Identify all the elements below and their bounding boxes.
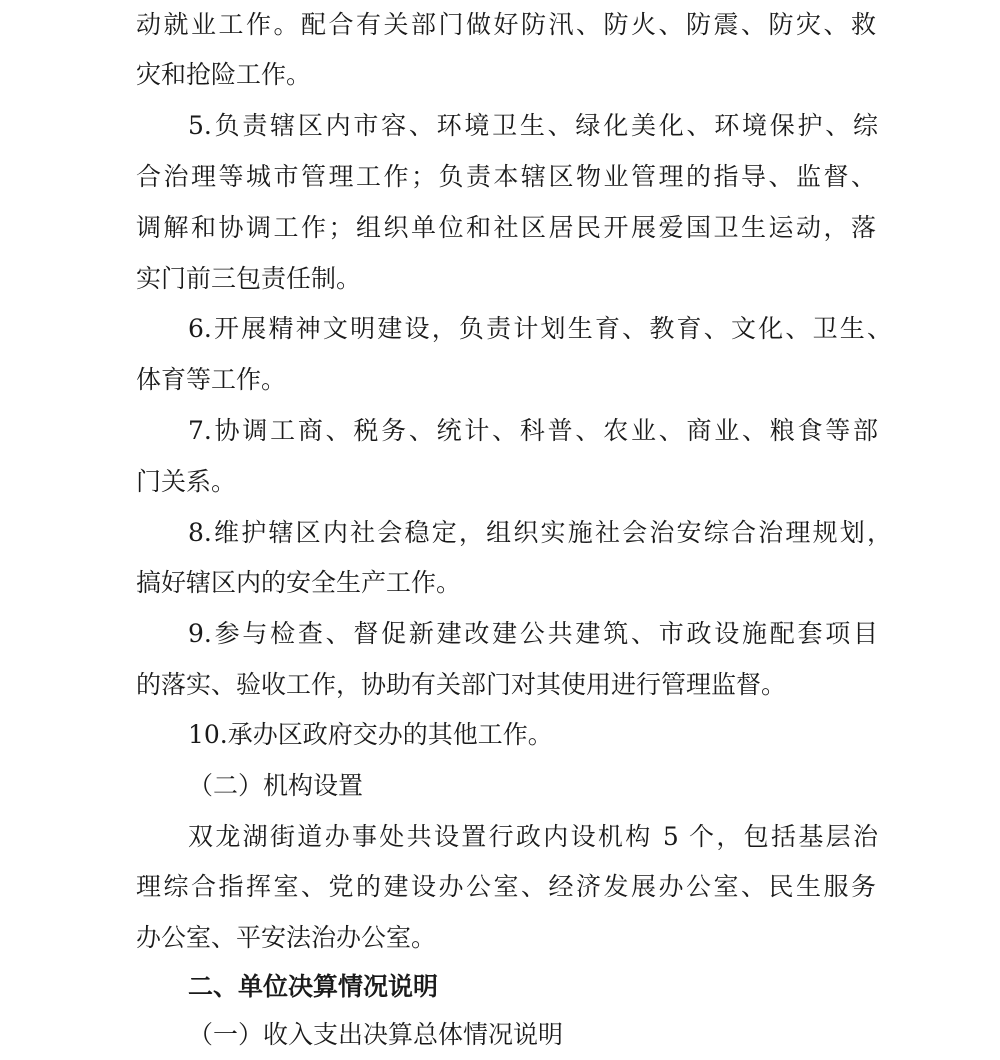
text-line: 调解和协调工作；组织单位和社区居民开展爱国卫生运动，落 (136, 213, 876, 242)
list-item-7: 7.协调工商、税务、统计、科普、农业、商业、粮食等部 (188, 416, 878, 445)
list-item-10: 10.承办区政府交办的其他工作。 (188, 720, 553, 749)
text-line: 理综合指挥室、党的建设办公室、经济发展办公室、民生服务 (136, 872, 876, 901)
text-line: 动就业工作。配合有关部门做好防汛、防火、防震、防灾、救 (136, 10, 876, 39)
section-heading-institution: （二）机构设置 (188, 771, 364, 800)
text-line: 实门前三包责任制。 (136, 264, 362, 293)
list-item-6: 6.开展精神文明建设，负责计划生育、教育、文化、卫生、 (188, 314, 892, 343)
text-line: 的落实、验收工作，协助有关部门对其使用进行管理监督。 (136, 670, 787, 699)
section-heading-settlement: 二、单位决算情况说明 (188, 972, 439, 1001)
text-line: 门关系。 (136, 467, 237, 496)
text-line: 搞好辖区内的安全生产工作。 (136, 568, 462, 597)
text-line: 合治理等城市管理工作；负责本辖区物业管理的指导、监督、 (136, 162, 876, 191)
list-item-9: 9.参与检查、督促新建改建公共建筑、市政设施配套项目 (188, 619, 878, 648)
text-line: 办公室、平安法治办公室。 (136, 923, 437, 952)
text-line: 双龙湖街道办事处共设置行政内设机构 5 个，包括基层治 (188, 822, 878, 851)
subsection-heading-income: （一）收入支出决算总体情况说明 (188, 1020, 564, 1049)
text-line: 体育等工作。 (136, 365, 287, 394)
list-item-8: 8.维护辖区内社会稳定，组织实施社会治安综合治理规划， (188, 518, 892, 547)
text-line: 灾和抢险工作。 (136, 60, 312, 89)
list-item-5: 5.负责辖区内市容、环境卫生、绿化美化、环境保护、综 (188, 111, 878, 140)
